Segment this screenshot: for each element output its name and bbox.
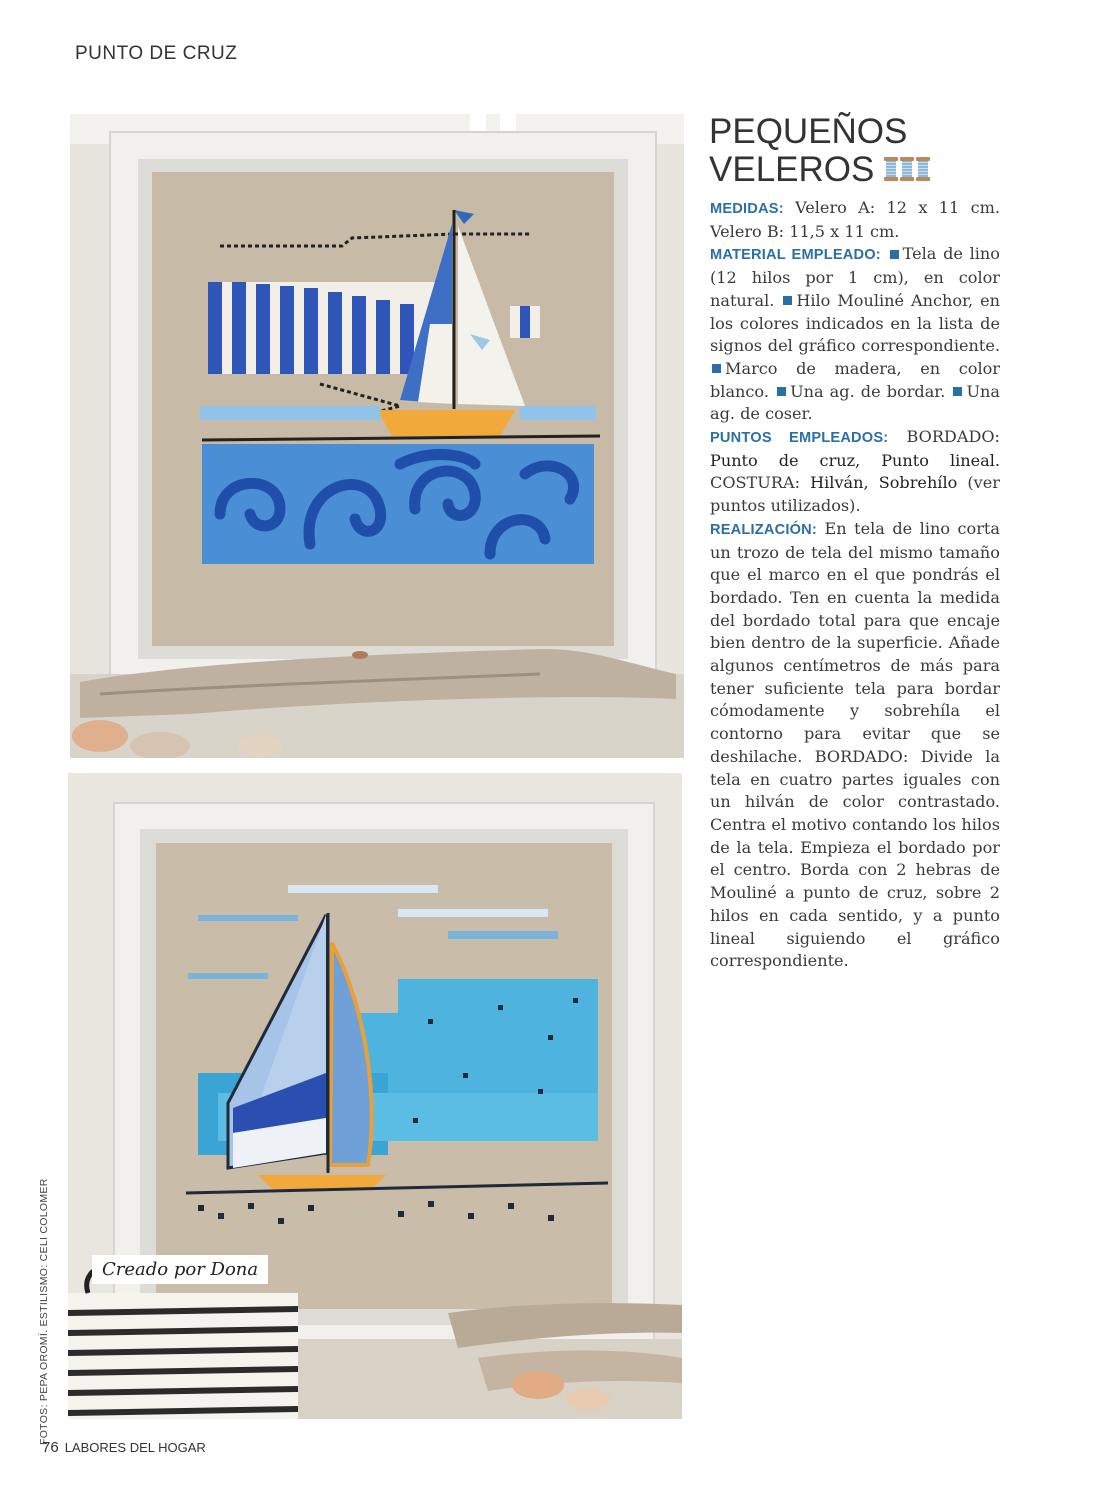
realizacion-label: REALIZACIÓN: [710,521,817,538]
title-line-2 [709,151,930,189]
material-item: Hilo Mouliné Anchor, en los colores indicados en la lista de signos del gráfico correspondiente. [710,290,1000,356]
creator-credit: Creado por Dona [92,1255,268,1284]
material-item: Marco de madera, en color blanco. [710,358,1000,401]
sailboat-b-illustration [68,773,682,1419]
page-footer [42,1439,206,1456]
material-item: Tela de lino (12 hilos por 1 cm), en color natural. [710,244,1000,310]
photo-credits: FOTOS: PEPA OROMÍ. ESTILISMO: CELI COLOMER [38,1178,50,1445]
section-label: PUNTO DE CRUZ [75,43,238,64]
bullet-square-icon [783,296,792,305]
photo-sailboat-b [68,773,682,1419]
spool-icon [884,157,898,181]
puntos-costura-list: Hilván, Sobrehílo [810,473,958,493]
medidas-label: MEDIDAS: [710,201,784,217]
bullet-square-icon [890,250,899,259]
medidas-paragraph [710,197,1000,243]
realizacion-text: En tela de lino corta un trozo de tela del mismo tamaño que el marco en el que pondrás el bordado. Ten en cuenta la medida del bordado total para que encaje bien dentro de la superficie. Añade algunos centímetros de más para tener suficiente tela para bordar cómodamente y sobrehíla el contorno para evitar que se deshilache. BORDADO: Divide la tela en cuatro partes iguales con un hilván de color contrastado. Centra el motivo contando los hilos de la tela. Empieza el bordado por el centro. Borda con 2 hebras de Mouliné a punto de cruz, sobre 2 hilos en cada sentido, y a punto lineal siguiendo el gráfico correspondiente. [710,518,1000,971]
page-number: 76 [42,1439,59,1456]
puntos-note: (ver puntos utilizados). [710,473,1000,516]
title-line-1: PEQUEÑOS [709,112,908,151]
medidas-text: Velero A: 12 x 11 cm. Velero B: 11,5 x 11 cm. [710,198,1000,241]
puntos-bordado-list: Punto de cruz, Punto lineal. [710,450,1000,470]
bullet-square-icon [953,387,962,396]
material-item: Una ag. de bordar. [790,381,946,401]
article-title [709,113,930,189]
bullet-square-icon [712,364,721,373]
material-item: Una ag. de coser. [710,381,1000,424]
puntos-costura: COSTURA: [710,473,800,493]
puntos-bordado: BORDADO: [906,427,1000,447]
article-body [710,197,1000,973]
puntos-paragraph [710,426,1000,518]
sailboat-a-illustration [70,114,684,758]
spool-icon [884,157,930,181]
photo-sailboat-a [70,114,684,758]
magazine-name: LABORES DEL HOGAR [64,1440,206,1455]
title-line-2-text: VELEROS [709,150,875,189]
puntos-label: PUNTOS EMPLEADOS: [710,430,889,447]
spool-icon [900,157,914,181]
spool-icon [916,157,930,181]
material-label: MATERIAL EMPLEADO: [710,247,881,264]
bullet-square-icon [777,387,786,396]
realizacion-paragraph [710,518,1000,973]
material-paragraph [710,243,1000,426]
